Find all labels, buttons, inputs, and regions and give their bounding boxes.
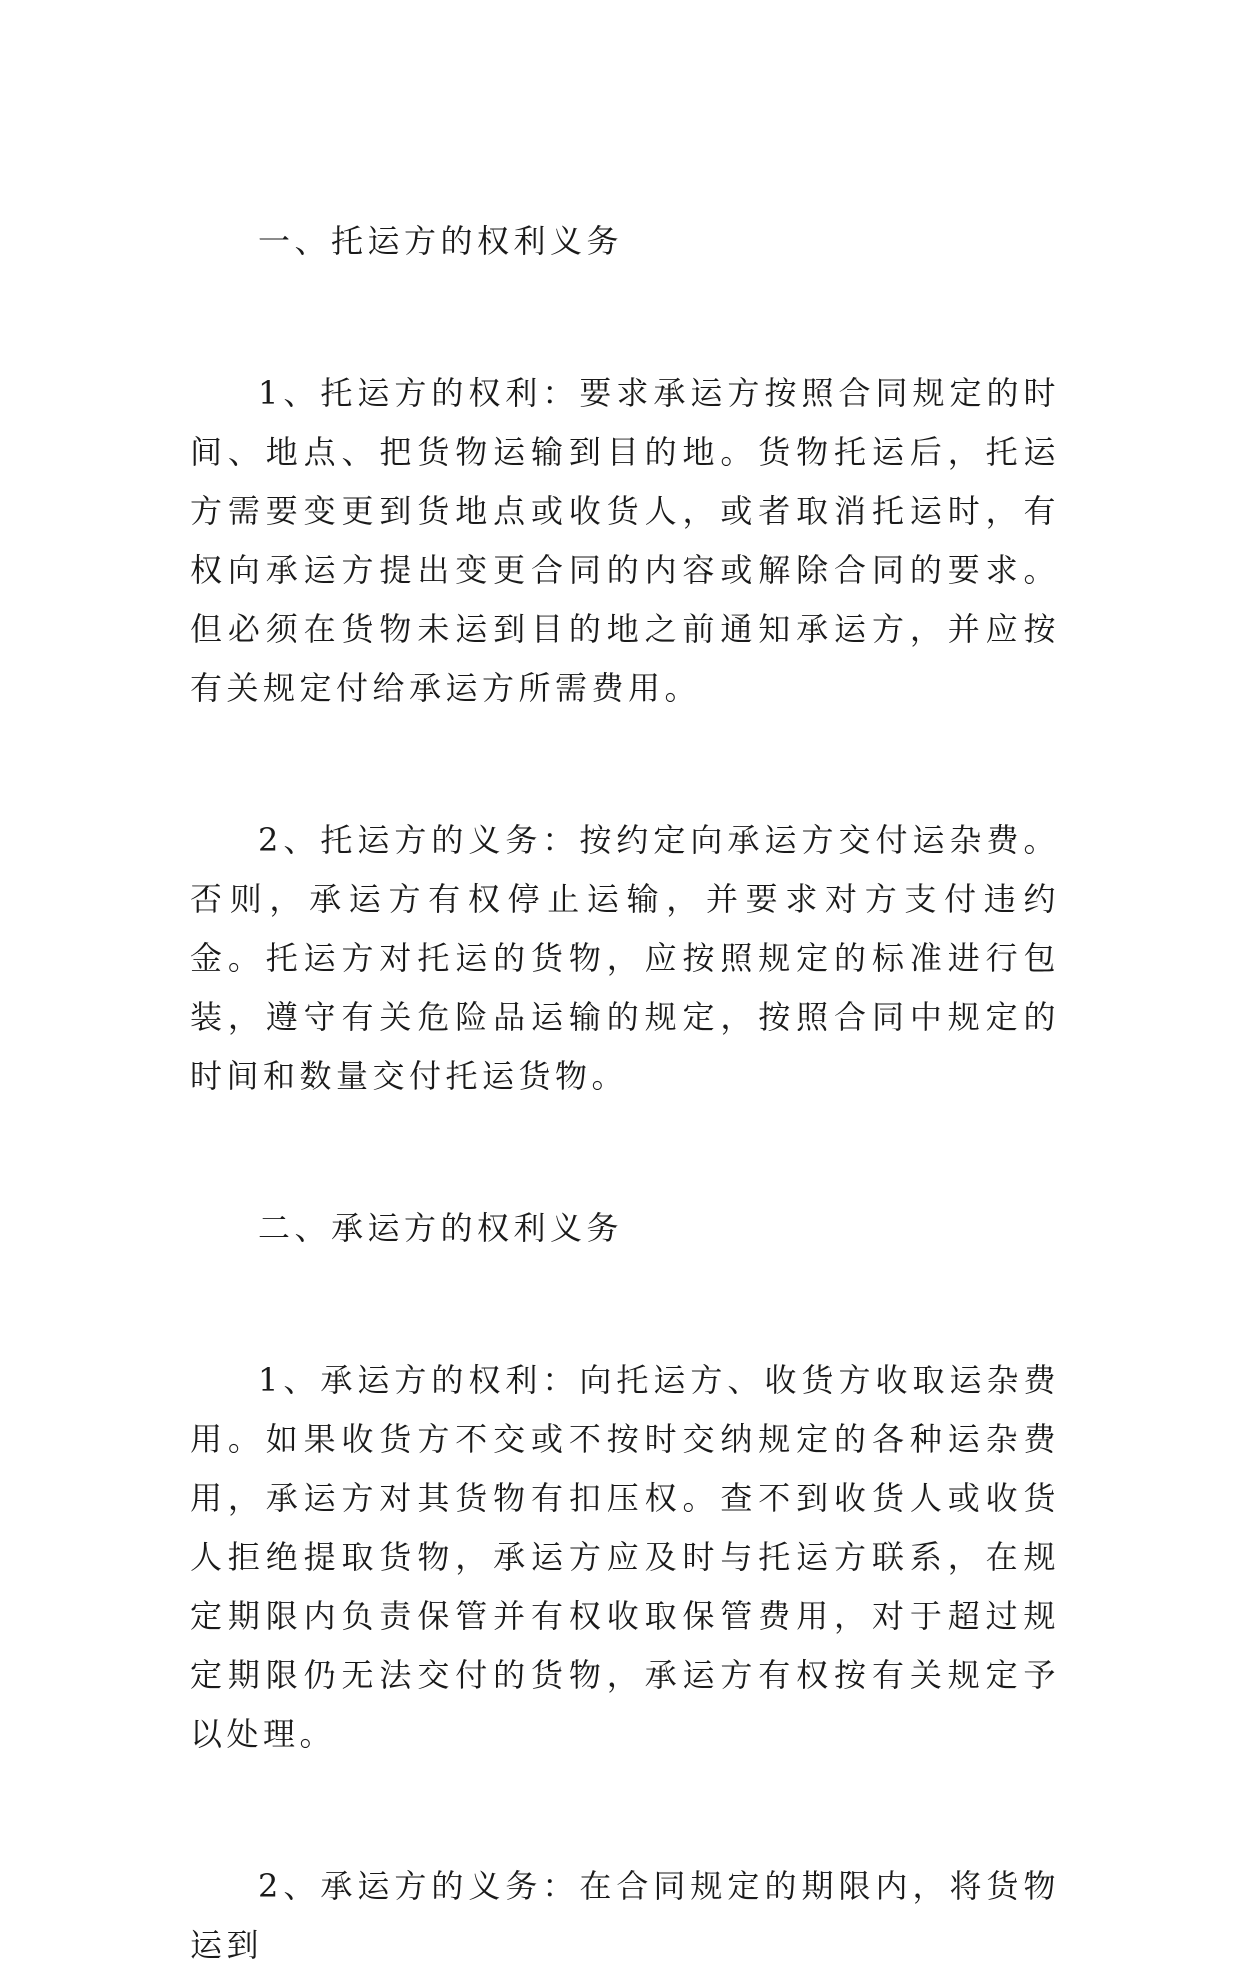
section-heading-2: 二、承运方的权利义务 <box>258 1209 624 1247</box>
section-heading-1: 一、托运方的权利义务 <box>258 222 624 260</box>
paragraph-consignor-obligations: 2、托运方的义务：按约定向承运方交付运杂费。否则，承运方有权停止运输，并要求对方支付违约金。托运方对托运的货物，应按照规定的标准进行包装，遵守有关危险品运输的规定，按照合同中规定的时间和数量交付托运货物。 <box>190 821 1060 1095</box>
paragraph-carrier-obligations: 2、承运方的义务：在合同规定的期限内，将货物运到 <box>190 1867 1060 1964</box>
document-body <box>190 212 1060 1975</box>
paragraph-consignor-rights: 1、托运方的权利：要求承运方按照合同规定的时间、地点、把货物运输到目的地。货物托运后，托运方需要变更到货地点或收货人，或者取消托运时，有权向承运方提出变更合同的内容或解除合同的要求。但必须在货物未运到目的地之前通知承运方，并应按有关规定付给承运方所需费用。 <box>190 374 1060 707</box>
paragraph-carrier-rights: 1、承运方的权利：向托运方、收货方收取运杂费用。如果收货方不交或不按时交纳规定的各种运杂费用，承运方对其货物有扣压权。查不到收货人或收货人拒绝提取货物，承运方应及时与托运方联系，在规定期限内负责保管并有权收取保管费用，对于超过规定期限仍无法交付的货物，承运方有权按有关规定予以处理。 <box>190 1361 1060 1753</box>
